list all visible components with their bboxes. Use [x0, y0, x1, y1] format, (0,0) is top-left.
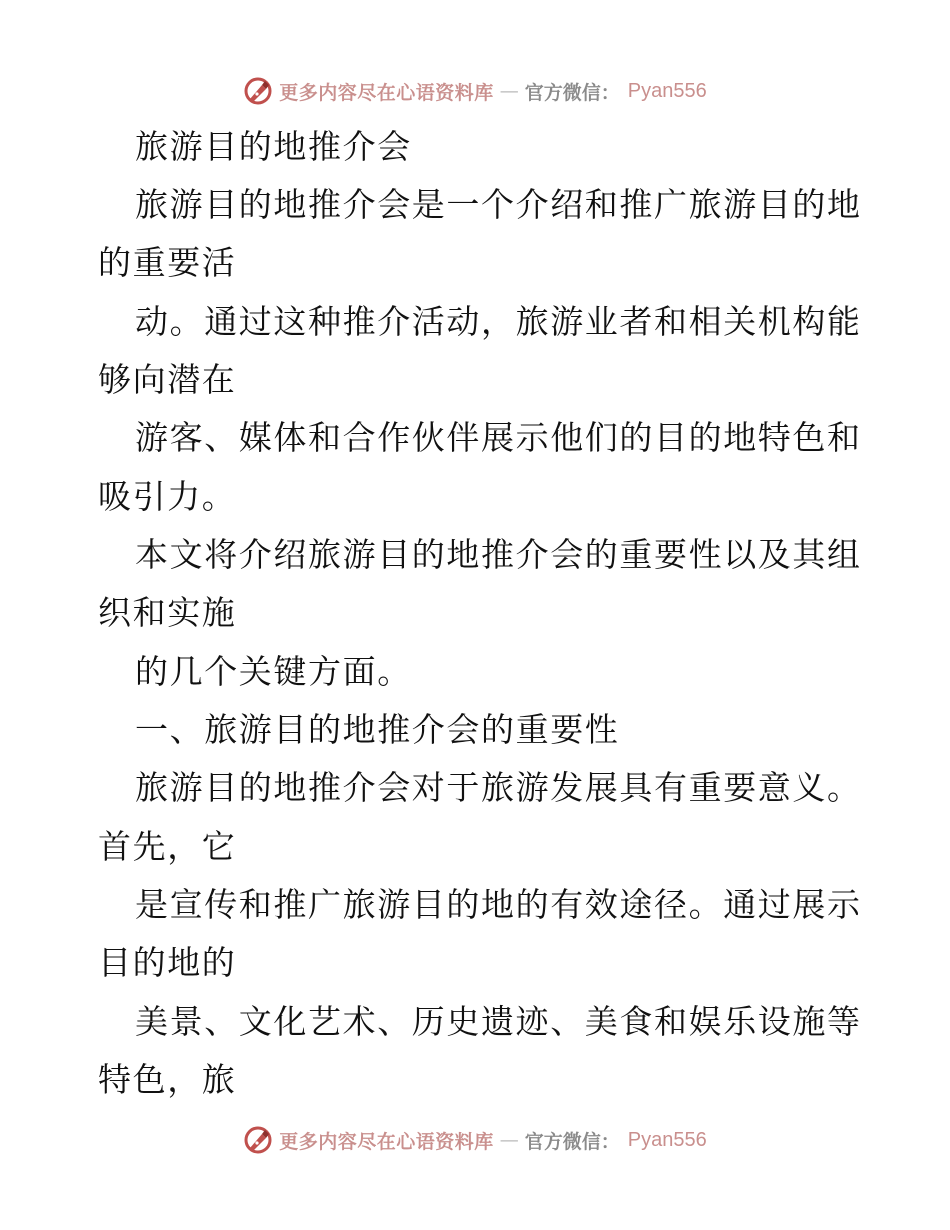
paragraph-line: 旅游目的地推介会对于旅游发展具有重要意义。 [135, 768, 862, 807]
pen-nib-logo-icon [243, 76, 273, 106]
paragraph-line: 吸引力。 [98, 477, 237, 516]
paragraph-line: 特色，旅 [98, 1060, 237, 1099]
section-heading: 一、旅游目的地推介会的重要性 [135, 710, 620, 749]
paragraph-line: 是宣传和推广旅游目的地的有效途径。通过展示 [135, 885, 862, 924]
watermark-separator: — [499, 1129, 519, 1151]
paragraph-line: 织和实施 [98, 593, 237, 632]
watermark-banner-bottom [0, 1120, 950, 1160]
paragraph-line: 动。通过这种推介活动，旅游业者和相关机构能 [135, 302, 862, 341]
watermark-sub-text: 官方微信： [524, 1130, 620, 1153]
watermark-sub-text: 官方微信： [524, 81, 620, 104]
paragraph-line: 够向潜在 [98, 360, 237, 399]
pen-nib-logo-icon [243, 1125, 273, 1155]
watermark-account-id: Pyan556 [627, 1128, 707, 1151]
paragraph-line: 目的地的 [98, 943, 237, 982]
paragraph-line: 本文将介绍旅游目的地推介会的重要性以及其组 [135, 535, 862, 574]
paragraph-line: 游客、媒体和合作伙伴展示他们的目的地特色和 [135, 418, 862, 457]
watermark-banner-top [0, 71, 950, 111]
paragraph-line: 的重要活 [98, 243, 237, 282]
paragraph-line: 首先，它 [98, 827, 237, 866]
watermark-separator: — [499, 80, 519, 102]
paragraph-line: 美景、文化艺术、历史遗迹、美食和娱乐设施等 [135, 1002, 862, 1041]
watermark-main-text: 更多内容尽在心语资料库 [279, 1130, 494, 1153]
paragraph-line: 的几个关键方面。 [135, 652, 412, 691]
watermark-main-text: 更多内容尽在心语资料库 [279, 81, 494, 104]
doc-title: 旅游目的地推介会 [135, 127, 412, 166]
paragraph-line: 旅游目的地推介会是一个介绍和推广旅游目的地 [135, 185, 862, 224]
watermark-account-id: Pyan556 [627, 79, 707, 102]
